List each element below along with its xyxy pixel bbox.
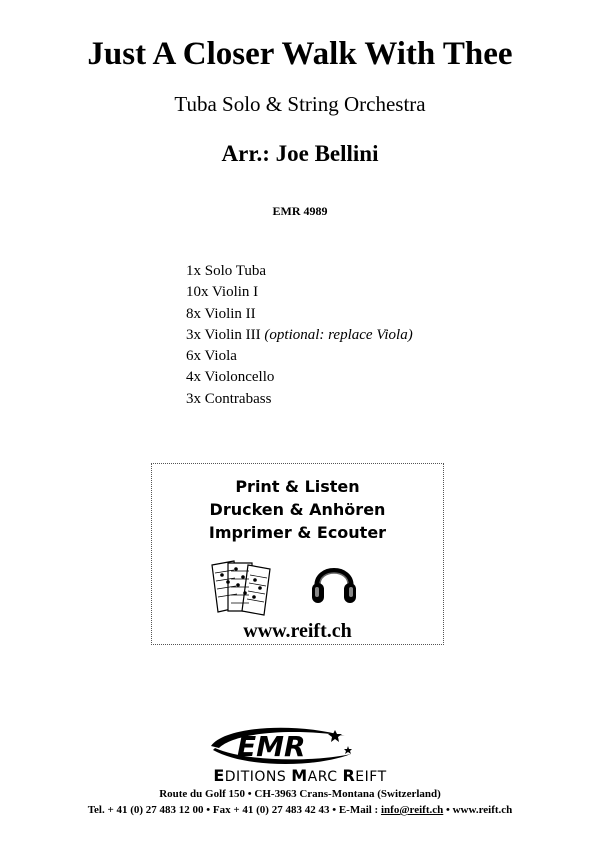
publisher-name: EDITIONS MARC REIFT xyxy=(213,766,387,785)
emr-logo xyxy=(205,724,355,768)
instrument-item: 4x Violoncello xyxy=(186,369,275,386)
email-link[interactable]: info@reift.ch xyxy=(380,804,444,816)
publisher-contact: Tel. + 41 (0) 27 483 12 00 • Fax + 41 (0) 27 483 42 43 • E-Mail : info@reift.ch • www.reift.ch xyxy=(87,804,513,816)
promo-line-french: Imprimer & Ecouter xyxy=(208,523,387,542)
sheet-music-icon xyxy=(208,557,276,617)
page-subtitle: Tuba Solo & String Orchestra xyxy=(174,92,426,116)
promo-website[interactable]: www.reift.ch xyxy=(243,620,352,642)
logo-text: EMR xyxy=(237,730,306,763)
instrument-item: 6x Viola xyxy=(186,348,237,365)
page-title: Just A Closer Walk With Thee xyxy=(87,36,513,72)
instrument-item: 3x Contrabass xyxy=(186,390,272,407)
catalog-number: EMR 4989 xyxy=(272,204,328,218)
headphones-icon xyxy=(310,555,358,607)
instrument-item: 8x Violin II xyxy=(186,305,256,322)
promo-line-german: Drucken & Anhören xyxy=(209,500,386,519)
instrument-item: 10x Violin I xyxy=(186,284,259,301)
print-listen-box xyxy=(151,463,444,645)
instrument-note: (optional: replace Viola) xyxy=(264,326,413,343)
instrumentation-list xyxy=(186,261,506,410)
promo-line-english: Print & Listen xyxy=(235,477,360,496)
publisher-address: Route du Golf 150 • CH-3963 Crans-Montana (Switzerland) xyxy=(159,788,441,800)
arranger-credit: Arr.: Joe Bellini xyxy=(221,141,379,166)
instrument-item: 3x Violin III (optional: replace Viola) xyxy=(186,326,413,343)
instrument-item: 1x Solo Tuba xyxy=(186,263,267,279)
